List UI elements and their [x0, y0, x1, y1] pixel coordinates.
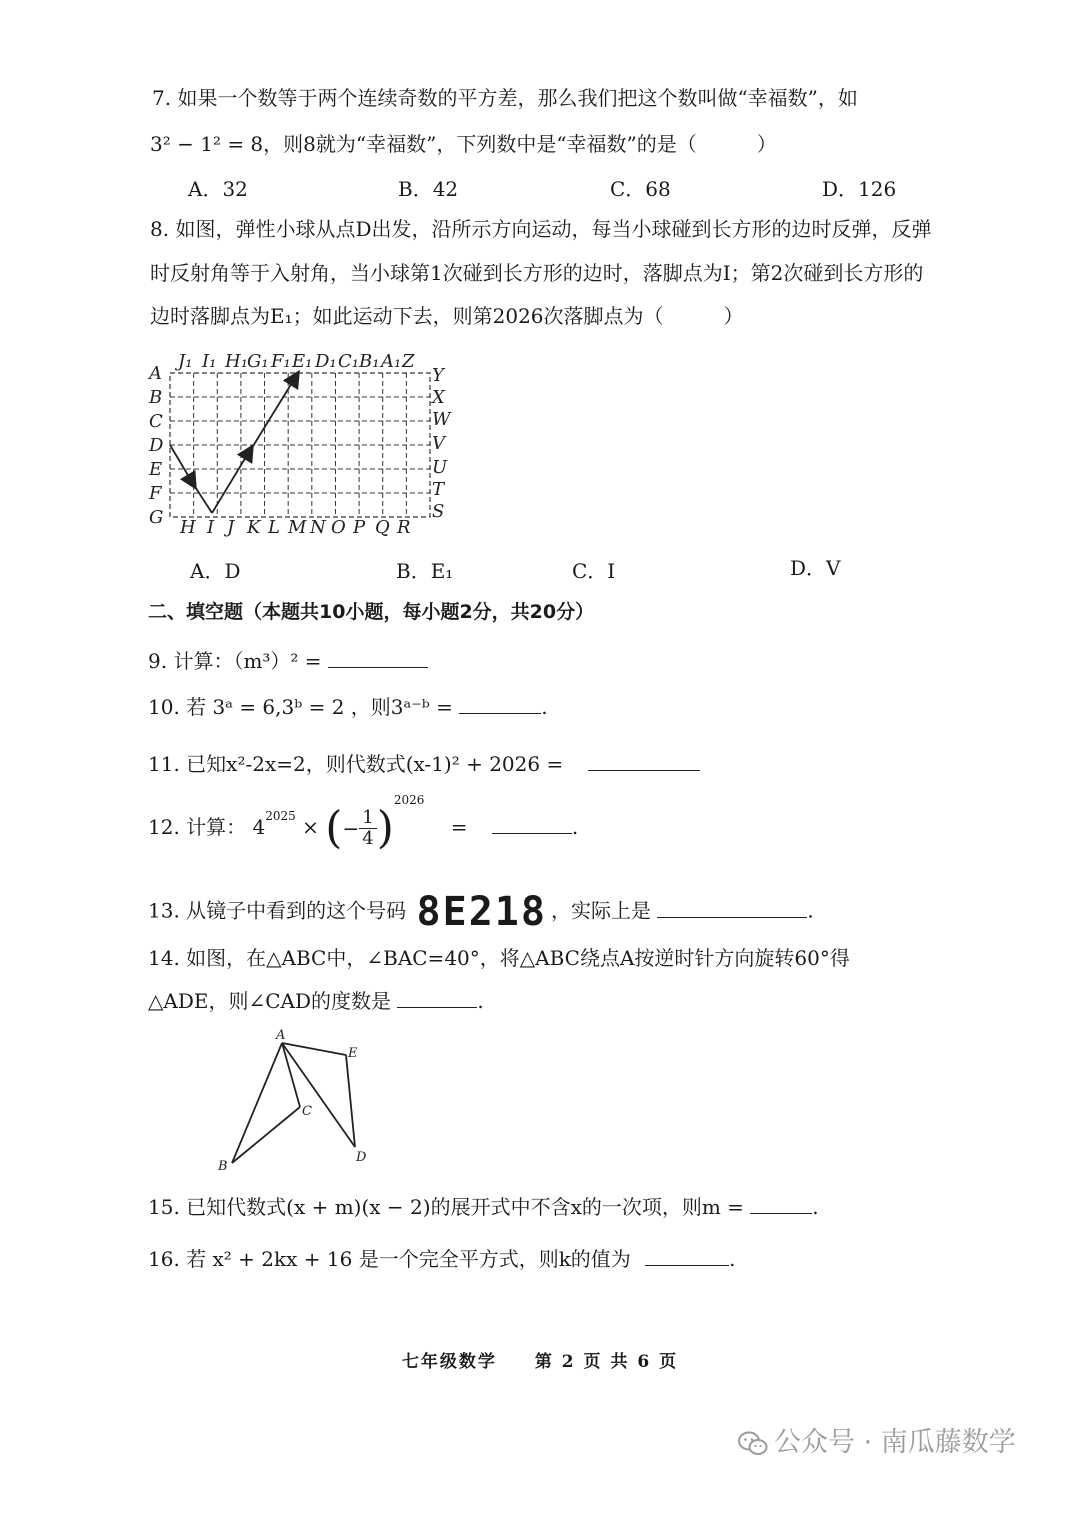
page-footer: 七年级数学 第 2 页 共 6 页 [401, 1352, 679, 1372]
q16-text: 16. 若 x² + 2kx + 16 是一个完全平方式，则k的值为 [148, 1247, 631, 1271]
grid-top-label: A₁ [381, 351, 402, 372]
q7-line1: 7. 如果一个数等于两个连续奇数的平方差，那么我们把这个数叫做“幸福数”，如 [152, 86, 858, 110]
grid-left-label: G [149, 507, 164, 528]
grid-left-label: C [149, 411, 163, 432]
q12-exp1: 2025 [265, 809, 296, 824]
grid-top-label: F₁ [271, 351, 291, 372]
grid-left-label: F [149, 483, 162, 504]
q12-right-paren: ) [376, 802, 394, 854]
q16-answer-blank[interactable] [645, 1247, 729, 1266]
q9-answer-blank[interactable] [328, 649, 428, 668]
grid-right-label: V [432, 433, 445, 454]
grid-top-label: C₁ [338, 351, 359, 372]
q14-triangle-figure [210, 1025, 380, 1175]
grid-left-label: A [149, 363, 162, 384]
q8-option-d: D．V [790, 556, 841, 580]
q7-line2 [150, 130, 777, 158]
grid-right-label: T [432, 479, 445, 500]
q10-answer-blank[interactable] [459, 695, 541, 714]
section-heading: 二、填空题（本题共10小题，每小题2分，共20分） [148, 601, 595, 623]
ball-path-segment-2b [250, 373, 298, 451]
q7-option-a: A．32 [188, 177, 248, 201]
grid-bottom-label: R [397, 517, 411, 538]
ball-path-segment-1 [170, 445, 195, 487]
grid-right-label: U [432, 457, 448, 478]
q9-text: 9. 计算：（m³）² = [148, 649, 322, 673]
grid-bottom-label: H [180, 517, 196, 538]
point-label-c: C [302, 1104, 312, 1119]
q12-times: × [302, 815, 319, 839]
grid-top-label: H₁ [225, 351, 248, 372]
watermark-text: 公众号 · 南瓜藤数学 [774, 1427, 1016, 1458]
q11 [148, 750, 700, 778]
grid-bottom-label: O [331, 517, 346, 538]
grid-top-label: J₁ [178, 351, 193, 372]
q7-line2-rest: ，则8就为“幸福数”，下列数中是“幸福数”的是（ ） [263, 132, 777, 156]
grid-top-label: E₁ [292, 351, 313, 372]
q12-prefix: 12. 计算： [148, 815, 247, 839]
grid-left-label: E [149, 459, 163, 480]
ball-path-segment-2 [212, 447, 252, 513]
q10: 10. 若 3ᵃ = 6,3ᵇ = 2 ，则3ᵃ⁻ᵇ = . [148, 695, 548, 719]
grid-top-label: D₁ [315, 351, 337, 372]
grid-top-label: G₁ [247, 351, 269, 372]
q14-line1: 14. 如图，在△ABC中，∠BAC=40°，将△ABC绕点A按逆时针方向旋转60°得 [148, 946, 850, 970]
segment-ae [282, 1043, 346, 1055]
ball-path-segment-1b [192, 482, 212, 513]
q12-base: 4 [252, 815, 266, 839]
q12-eq: = [450, 815, 468, 839]
q7-option-c: C．68 [610, 177, 671, 201]
q13-mirror-digits: 8E218 [416, 889, 547, 935]
grid-top-label: I₁ [202, 351, 217, 372]
q13-suffix: ，实际上是 [550, 898, 651, 923]
q16: 16. 若 x² + 2kx + 16 是一个完全平方式，则k的值为 . [148, 1247, 736, 1271]
grid-bottom-label: P [353, 517, 366, 538]
grid-bottom-label: I [207, 517, 215, 538]
q13: 13. 从镜子中看到的这个号码 8E218 ，实际上是 . [148, 889, 814, 935]
segment-ab [232, 1043, 282, 1163]
grid-bottom-label: M [288, 517, 307, 538]
grid-left-label: B [149, 387, 163, 408]
q12-frac-num: 1 [359, 808, 376, 829]
point-label-a: A [276, 1028, 286, 1043]
point-label-d: D [356, 1150, 367, 1165]
q8-line2: 时反射角等于入射角，当小球第1次碰到长方形的边时，落脚点为I；第2次碰到长方形的 [150, 261, 924, 285]
q11-answer-blank[interactable] [588, 752, 700, 771]
point-label-e: E [348, 1046, 358, 1061]
q8-option-c: C．I [572, 559, 616, 583]
q8-option-b: B．E₁ [396, 559, 454, 583]
segment-ed [346, 1055, 355, 1147]
segment-bc [232, 1107, 300, 1163]
wechat-icon [738, 1431, 768, 1457]
grid-right-label: W [432, 409, 451, 430]
q7-option-d: D．126 [822, 177, 897, 201]
q15-answer-blank[interactable] [750, 1195, 812, 1214]
watermark [738, 1420, 1016, 1459]
q8-line3: 边时落脚点为E₁；如此运动下去，则第2026次落脚点为（ ） [150, 304, 744, 328]
grid-bottom-label: L [268, 517, 280, 538]
grid-right-label: S [432, 501, 445, 522]
q15: 15. 已知代数式(x + m)(x − 2)的展开式中不含x的一次项，则m = . [148, 1195, 819, 1219]
q14-line2: △ADE，则∠CAD的度数是 . [148, 989, 484, 1013]
q9 [148, 647, 428, 675]
q12-left-paren: ( [325, 802, 343, 854]
q11-text: 11. 已知x²-2x=2，则代数式(x-1)² + 2026 = [148, 752, 564, 776]
q7-expr: 3² − 1² = 8 [150, 132, 264, 156]
grid-bottom-label: N [310, 517, 326, 538]
q13-answer-blank[interactable] [657, 899, 807, 918]
segment-ac [282, 1043, 300, 1107]
q13-prefix: 13. 从镜子中看到的这个号码 [148, 898, 407, 923]
q12-answer-blank[interactable] [492, 815, 572, 834]
q8-line1: 8. 如图，弹性小球从点D出发，沿所示方向运动，每当小球碰到长方形的边时反弹，反弹 [150, 217, 932, 241]
q7-option-b: B．42 [398, 177, 459, 201]
q15-text: 15. 已知代数式(x + m)(x − 2)的展开式中不含x的一次项，则m = [148, 1195, 744, 1219]
q12-fraction [359, 808, 376, 849]
grid-top-label: B₁ [359, 351, 380, 372]
grid-bottom-label: K [247, 517, 261, 538]
segment-ad [282, 1043, 355, 1147]
grid-right-label: X [432, 387, 445, 408]
q12: 12. 计算： $4^{2025}$ × (− $\frac{1}{4}$ )$^{2026}$ = . [148, 793, 579, 854]
q10-text: 10. 若 3ᵃ = 6,3ᵇ = 2 ，则3ᵃ⁻ᵇ = [148, 695, 453, 719]
grid-left-label: D [149, 435, 164, 456]
grid-bottom-label: Q [375, 517, 390, 538]
grid-bottom-label: J [227, 517, 235, 538]
q12-frac-den: 4 [362, 828, 374, 849]
q8-option-a: A．D [190, 559, 241, 583]
q12-exp2: 2026 [393, 793, 425, 808]
q14-line2-text: △ADE，则∠CAD的度数是 [148, 989, 391, 1013]
grid-right-label: Y [432, 365, 444, 386]
grid-top-label: Z [402, 351, 415, 372]
q14-answer-blank[interactable] [397, 989, 477, 1008]
q8-grid-figure [140, 345, 460, 545]
point-label-b: B [218, 1159, 228, 1174]
